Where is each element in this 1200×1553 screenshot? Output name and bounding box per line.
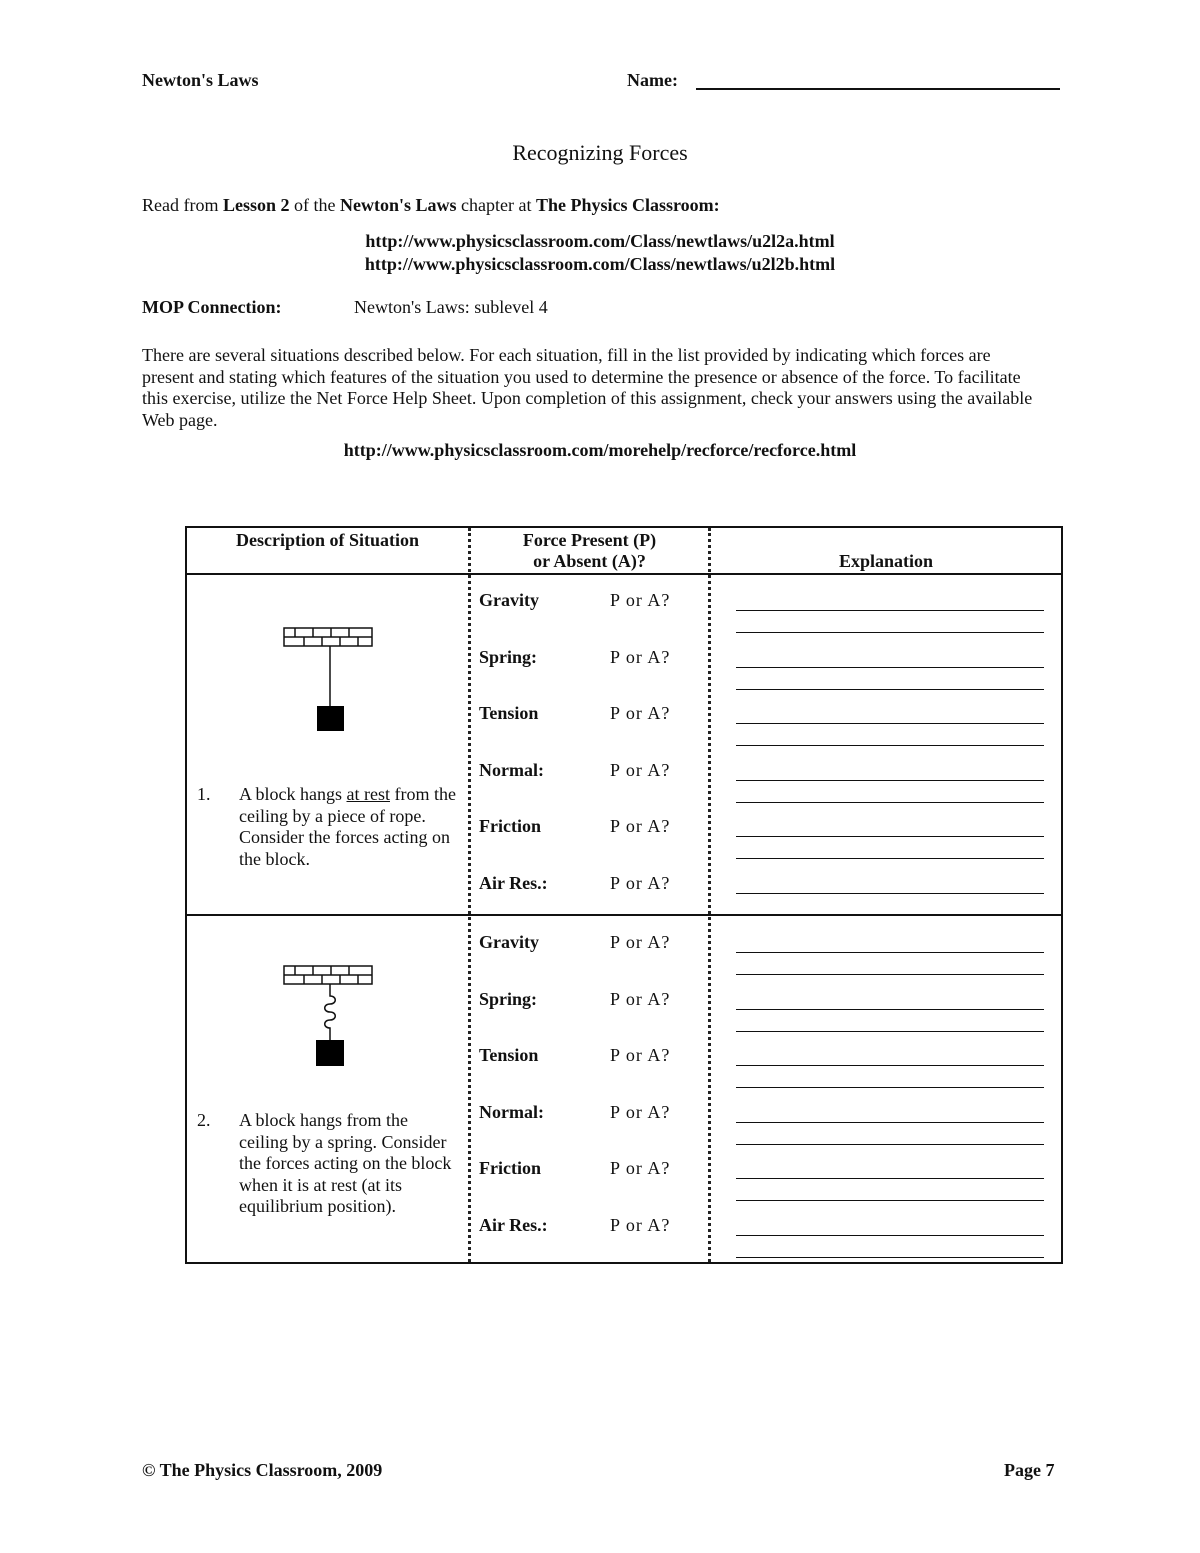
force-label: Air Res.: [479, 1214, 548, 1235]
lesson-url-a[interactable]: http://www.physicsclassroom.com/Class/newtlaws/u2l2a.html [365, 231, 835, 251]
present-absent-choice[interactable]: P or A? [610, 1101, 671, 1122]
explanation-answer-line[interactable] [736, 723, 1044, 724]
spring-hanging-block-figure [282, 964, 376, 1070]
explanation-answer-line[interactable] [736, 667, 1044, 668]
situation-2-text: A block hangs from the ceiling by a spring. Consider the forces acting on the block when it is at rest (at its equilibrium position). [239, 1110, 452, 1216]
force-label: Friction [479, 1158, 541, 1178]
present-absent-choice[interactable]: P or A? [610, 1158, 671, 1178]
explanation-answer-line[interactable] [736, 1009, 1044, 1010]
explanation-answer-line[interactable] [736, 1031, 1044, 1032]
help-url[interactable]: http://www.physicsclassroom.com/morehelp/recforce/recforce.html [343, 440, 857, 460]
rope-hanging-block-figure [282, 626, 376, 736]
explanation-answer-line[interactable] [736, 1122, 1044, 1123]
explanation-answer-line[interactable] [736, 802, 1044, 803]
reading-assignment [142, 195, 720, 216]
force-label: Normal: [479, 1101, 544, 1122]
name-field[interactable] [696, 88, 1060, 90]
force-label: Gravity [479, 932, 539, 952]
present-absent-choice[interactable]: P or A? [610, 1214, 671, 1235]
explanation-answer-line[interactable] [736, 610, 1044, 611]
force-label: Air Res.: [479, 872, 548, 893]
situation-2-description [239, 1110, 459, 1218]
force-label: Tension [479, 703, 539, 723]
explanation-answer-line[interactable] [736, 1178, 1044, 1179]
present-absent-choice[interactable]: P or A? [610, 759, 671, 780]
explanation-answer-line[interactable] [736, 780, 1044, 781]
present-absent-choice[interactable]: P or A? [610, 1045, 671, 1065]
block-icon [317, 706, 344, 731]
name-label: Name: [627, 70, 678, 90]
header-force-line2: or Absent (A)? [533, 551, 646, 571]
force-label: Gravity [479, 590, 539, 610]
present-absent-choice[interactable]: P or A? [610, 988, 671, 1009]
ceiling-icon [284, 966, 372, 984]
explanation-answer-line[interactable] [736, 893, 1044, 894]
explanation-answer-line[interactable] [736, 974, 1044, 975]
force-label: Spring: [479, 988, 538, 1009]
chapter-title: Newton's Laws [142, 70, 259, 90]
situation-1-number: 1. [197, 784, 211, 804]
column-divider [708, 528, 711, 1262]
present-absent-choice[interactable]: P or A? [610, 932, 671, 952]
mop-label: MOP Connection: [142, 297, 282, 317]
copyright: © The Physics Classroom, 2009 [142, 1460, 383, 1480]
lesson-url-b[interactable]: http://www.physicsclassroom.com/Class/newtlaws/u2l2b.html [364, 254, 836, 274]
explanation-answer-line[interactable] [736, 632, 1044, 633]
read-prefix: Read from [142, 195, 219, 215]
explanation-answer-line[interactable] [736, 1144, 1044, 1145]
present-absent-choice[interactable]: P or A? [610, 872, 671, 893]
force-label: Tension [479, 1045, 539, 1065]
explanation-answer-line[interactable] [736, 915, 1044, 916]
read-middle2: chapter at [461, 195, 532, 215]
read-lesson: Lesson 2 [222, 195, 290, 215]
situation-1-text: A block hangs [239, 784, 347, 804]
present-absent-choice[interactable]: P or A? [610, 590, 671, 610]
header-force-line1: Force Present (P) [522, 530, 657, 550]
present-absent-choice[interactable]: P or A? [610, 646, 671, 667]
header-explanation: Explanation [838, 551, 934, 571]
explanation-answer-line[interactable] [736, 745, 1044, 746]
column-divider [468, 528, 471, 1262]
explanation-answer-line[interactable] [736, 1257, 1044, 1258]
instructions: There are several situations described below. For each situation, fill in the list provided by indicating which forces are present and stating which features of the situation you used to determine the presence or absence of the force. To facilitate this exercise, utilize the Net Force Help Sheet. Upon completion of this assignment, check your answers using the available Web page. [142, 345, 1033, 430]
header-rule [187, 573, 1061, 575]
read-chapter: Newton's Laws [339, 195, 457, 215]
spring-icon [325, 984, 336, 1042]
situation-1-underlined: at rest [346, 784, 390, 804]
situation-2-number: 2. [197, 1110, 211, 1130]
forces-table [185, 526, 1063, 1264]
situation-1-text-rest: from the ceiling by a piece of rope. Consider the forces acting on the block. [239, 784, 456, 869]
force-label: Spring: [479, 646, 538, 667]
explanation-answer-line[interactable] [736, 952, 1044, 953]
explanation-answer-line[interactable] [736, 836, 1044, 837]
force-label: Normal: [479, 759, 544, 780]
read-middle: of the [294, 195, 336, 215]
block-icon [316, 1040, 344, 1066]
explanation-answer-line[interactable] [736, 1087, 1044, 1088]
page-number: Page 7 [1004, 1460, 1055, 1480]
force-label: Friction [479, 816, 541, 836]
read-site: The Physics Classroom: [535, 195, 720, 215]
explanation-answer-line[interactable] [736, 1235, 1044, 1236]
present-absent-choice[interactable]: P or A? [610, 703, 671, 723]
explanation-answer-line[interactable] [736, 858, 1044, 859]
explanation-answer-line[interactable] [736, 1200, 1044, 1201]
ceiling-icon [284, 628, 372, 646]
mop-value: Newton's Laws: sublevel 4 [354, 297, 548, 317]
explanation-answer-line[interactable] [736, 689, 1044, 690]
header-description: Description of Situation [235, 530, 419, 550]
page-title: Recognizing Forces [512, 140, 688, 165]
explanation-answer-line[interactable] [736, 1065, 1044, 1066]
situation-1-description [239, 784, 459, 870]
present-absent-choice[interactable]: P or A? [610, 816, 671, 836]
